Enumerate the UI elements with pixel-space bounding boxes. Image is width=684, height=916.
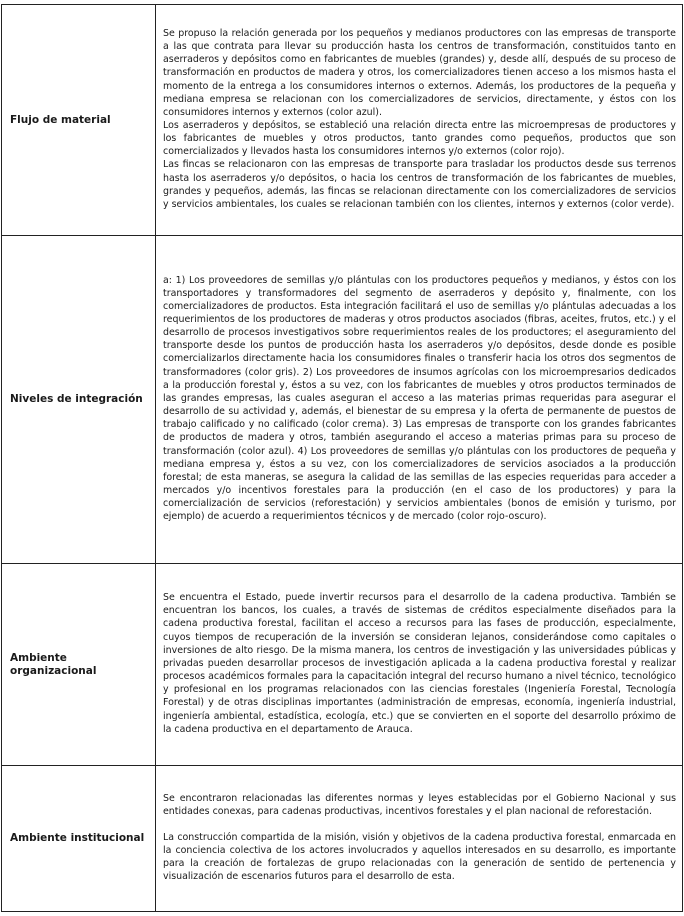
paragraph: La construcción compartida de la misión, visión y objetivos de la cadena productiva forestal, enmarcada en la conciencia colectiva de los actores involucrados y aquellos interesados en su desarrollo, es importante para la creación de fortalezas de grupo relacionadas con la generación de sentido de pertenencia y visualización de escenarios futuros para el desarrollo de esta. xyxy=(163,831,676,883)
row-label-institucional: Ambiente institucional xyxy=(2,766,156,912)
table-row xyxy=(2,564,683,766)
row-content-niveles xyxy=(156,236,683,564)
paragraph: Las fincas se relacionaron con las empresas de transporte para trasladar los productos desde sus terrenos hasta los aserraderos y/o depósitos, o hacia los centros de transformación de los fabricantes de muebles, grandes y pequeños, además, las fincas se relacionan directamente con los comercializadores de servicios y servicios ambientales, los cuales se relacionan también con los clientes, internos y externos (color verde). xyxy=(163,159,676,210)
paragraph: Los aserraderos y depósitos, se estableció una relación directa entre las microempresas de productores y los fabricantes de muebles y otros productos, tanto grandes como pequeños, productos que son comercializados y llevados hasta los consumidores internos y/o externos (color rojo). xyxy=(163,120,676,158)
paragraph: Se encontraron relacionadas las diferentes normas y leyes establecidas por el Gobierno Nacional y sus entidades conexas, para cadenas productivas, incentivos forestales y el plan nacional de reforestación. xyxy=(163,792,676,817)
row-label-organizacional: Ambiente organizacional xyxy=(2,564,156,766)
row-content-institucional xyxy=(156,766,683,912)
table-row xyxy=(2,766,683,912)
paragraph: Se encuentra el Estado, puede invertir recursos para el desarrollo de la cadena productiva. También se encuentran los bancos, los cuales, a través de sistemas de créditos especialmente diseñados para la cadena productiva forestal, facilitan el acceso a recursos para las fases de producción, especialmente, cuyos tiempos de recuperación de la inversión se consideran lejanos, considerándose como capitales o inversiones de alto riesgo. De la misma manera, los centros de investigación y las universidades públicas y privadas pueden desarrollar procesos de investigación aplicada a la cadena productiva forestal y realizar procesos académicos formales para la capacitación integral del recurso humano a nivel técnico, tecnológico y profesional en los programas relacionados con las ciencias forestales (Ingeniería Forestal, Tecnología Forestal) y de otras disciplinas importantes (administración de empresas, economía, ingeniería industrial, ingeniería ambiental, estadística, ecología, etc.) que se convierten en el soporte del desarrollo próximo de la cadena productiva en el departamento de Arauca. xyxy=(163,592,676,735)
row-content-organizacional xyxy=(156,564,683,766)
row-label-niveles: Niveles de integración xyxy=(2,236,156,564)
comparison-table xyxy=(1,4,683,912)
row-label-flujo: Flujo de material xyxy=(2,5,156,236)
paragraph: a: 1) Los proveedores de semillas y/o plántulas con los productores pequeños y medianos, y éstos con los transportadores y transformadores del segmento de aserraderos y depósito y, finalmente, con los comercializadores de productos. Esta integración facilitará el uso de semillas y/o plántulas adecuadas a los requerimientos de los productores de maderas y otros productos asociados (fibras, aceites, frutos, etc.) y el desarrollo de procesos investigativos sobre requerimientos reales de los productores; el aseguramiento del transporte desde los puntos de producción hasta los aserraderos y/o depósitos, desde donde es posible comercializarlos directamente hacia los consumidores finales o transferir hacia los otros dos segmentos de transformadores (color gris). 2) Los proveedores de insumos agrícolas con los microempresarios dedicados a la producción forestal y, éstos a su vez, con los fabricantes de muebles y otros productos terminados de las grandes empresas, las cuales aseguran el acceso a las materias primas requeridas para asegurar el desarrollo de su actividad y, además, el bienestar de su empresa y la oferta de permanente de puestos de trabajo calificado y no calificado (color crema). 3) Las empresas de transporte con los grandes fabricantes de productos de madera y otros, también asegurando el acceso a materias primas para su proceso de transformación (color azul). 4) Los proveedores de semillas y/o plántulas con los productores de pequeña y mediana empresa y, éstos a su vez, con los comercializadores de servicios asociados a la producción forestal; de esta maneras, se asegura la calidad de las semillas de las especies requeridas para acceder a mercados y/o incentivos forestales para la producción (en el caso de los productores) y para la comercialización de servicios (reforestación) y servicios ambientales (bonos de emisión y turismo, por ejemplo) de acuerdo a requerimientos técnicos y de mercado (color rojo-oscuro). xyxy=(163,274,676,523)
paragraph: Se propuso la relación generada por los pequeños y medianos productores con las empresas de transporte a las que contrata para llevar su producción hasta los centros de transformación, constituidos tanto en aserraderos y depósitos como en fabricantes de muebles (grandes) y, desde allí, después de su proceso de transformación en productos de madera y otros, los comercializadores tienen acceso a los mismos hasta el momento de la entrega a los consumidores internos o externos. Además, los productores de la pequeña y mediana empresa se relacionan con los comercializadores de servicios, directamente, y éstos con los consumidores internos y externos (color azul). xyxy=(163,27,676,118)
table-row xyxy=(2,236,683,564)
row-content-flujo xyxy=(156,5,683,236)
table-row xyxy=(2,5,683,236)
